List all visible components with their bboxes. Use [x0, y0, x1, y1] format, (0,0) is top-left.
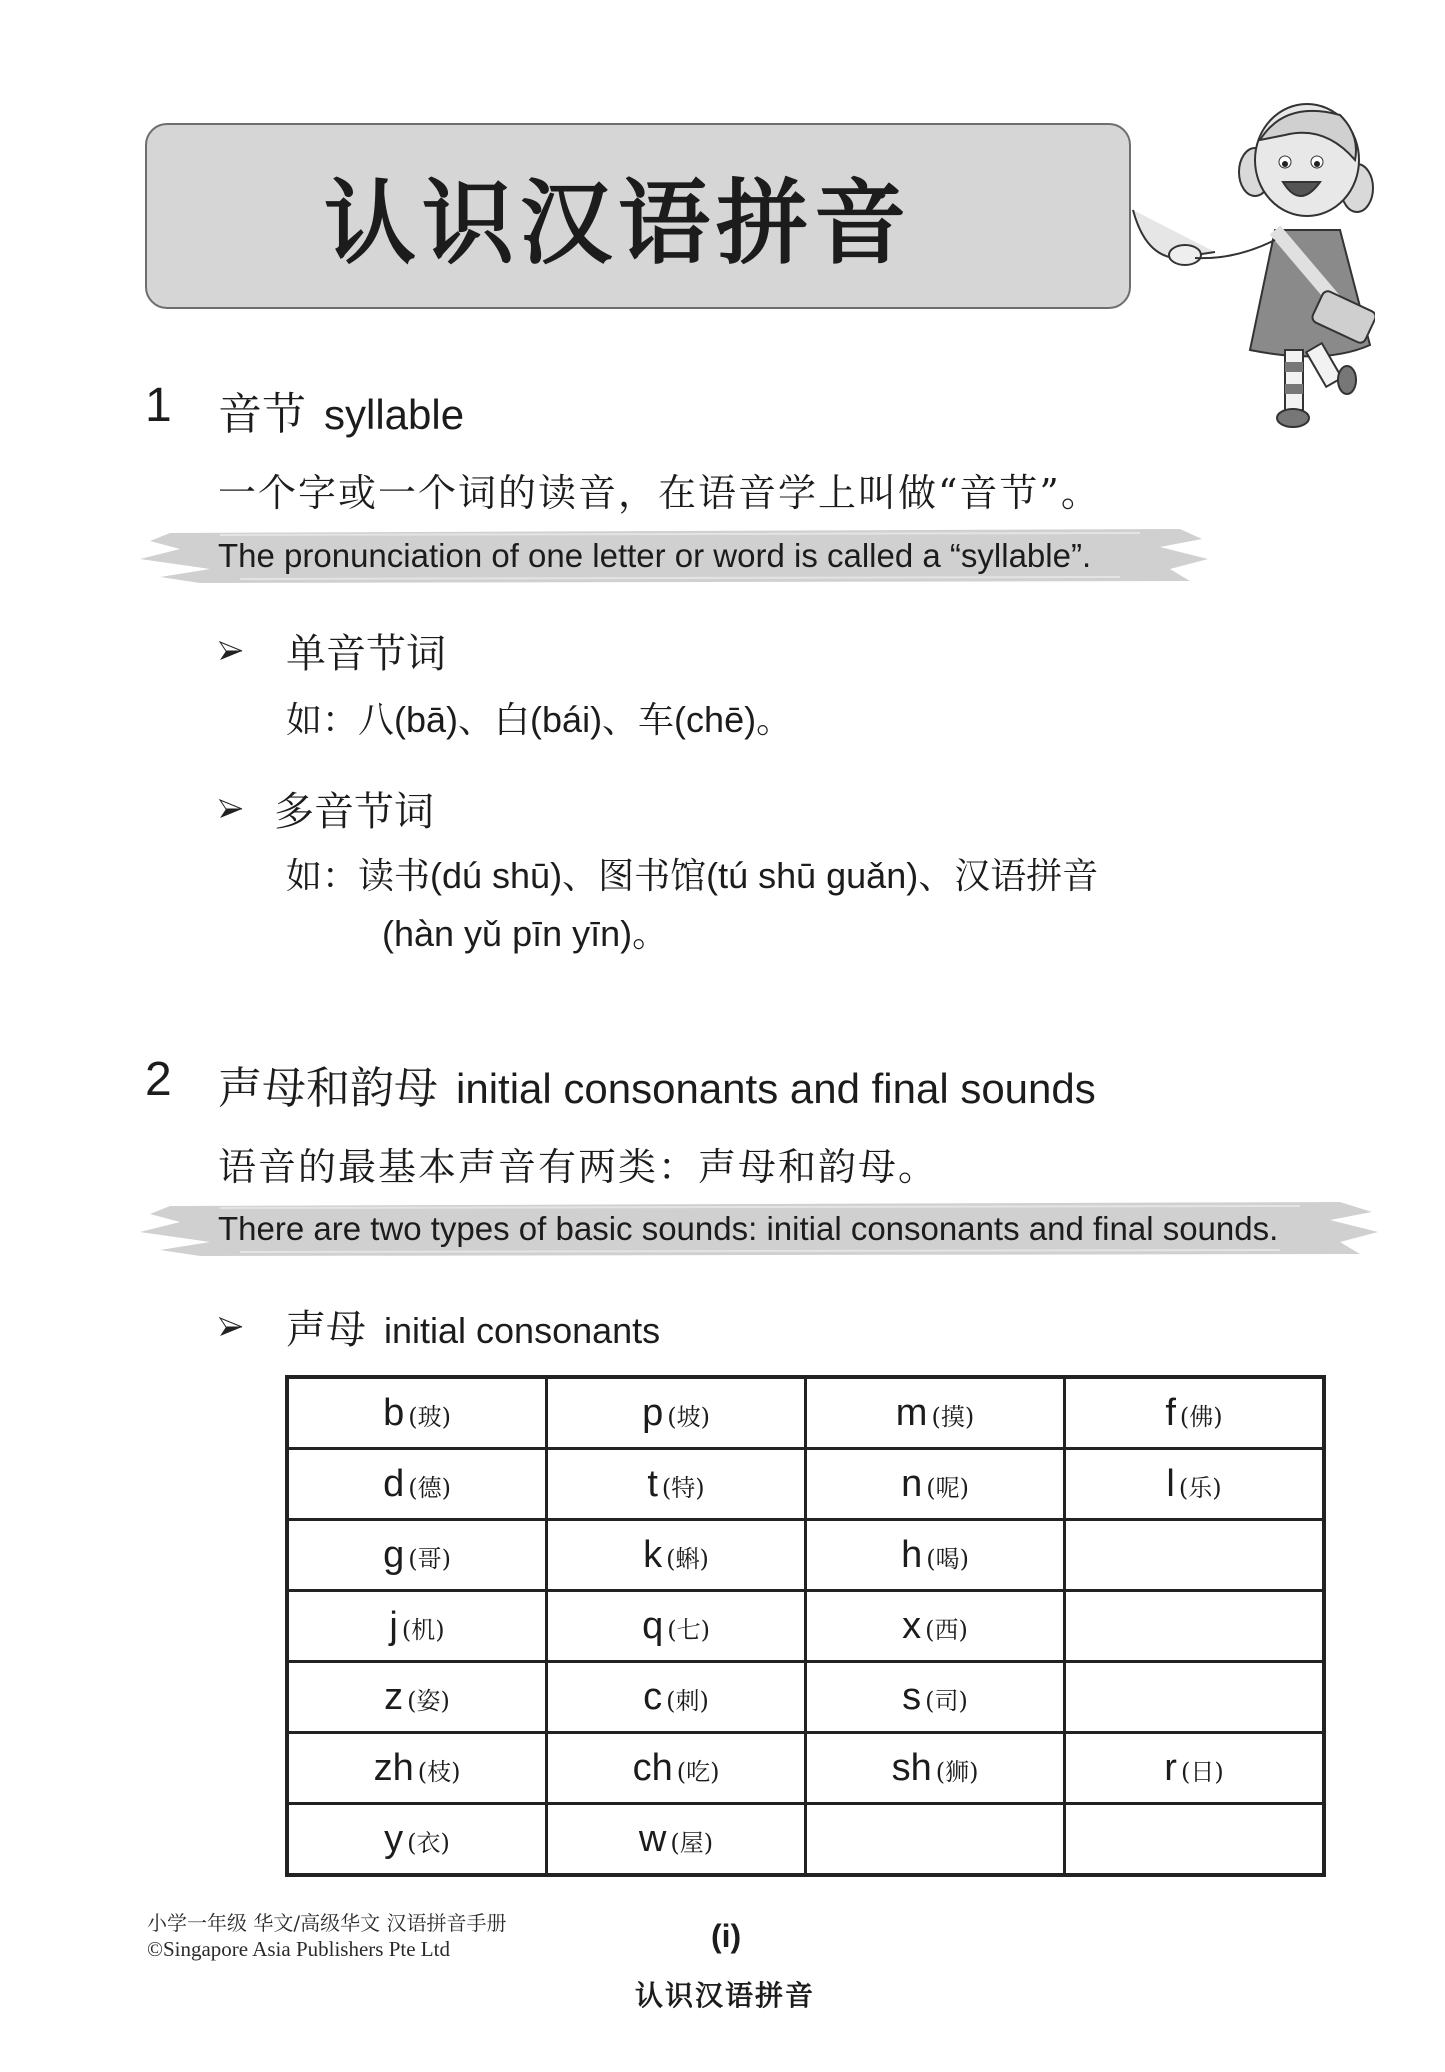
example-text: 八(bā)、白(bái)、车(chē)。 — [358, 699, 793, 740]
table-cell — [1065, 1449, 1325, 1520]
table-cell — [287, 1377, 547, 1449]
example-hanzi: (佛) — [1179, 1402, 1223, 1431]
title-box — [145, 123, 1131, 309]
section-2-body-en: There are two types of basic sounds: initial consonants and final sounds. — [218, 1210, 1279, 1247]
footer-copyright: ©Singapore Asia Publishers Pte Ltd — [147, 1937, 450, 1961]
table-cell — [806, 1662, 1065, 1733]
example-hanzi: (司) — [925, 1686, 968, 1715]
bullet-monosyllabic — [218, 622, 446, 679]
footer-chapter-title: 认识汉语拼音 — [635, 1979, 816, 2012]
initial-letter: d — [383, 1462, 405, 1505]
initial-letter: t — [647, 1462, 658, 1505]
example-prefix: 如： — [286, 856, 359, 897]
table-cell — [806, 1804, 1065, 1876]
initial-letter: m — [895, 1391, 928, 1434]
initial-letter: j — [389, 1604, 398, 1647]
section-2-body-cn: 语音的最基本声音有两类：声母和韵母。 — [218, 1145, 939, 1189]
table-cell — [547, 1662, 806, 1733]
initial-letter: l — [1166, 1462, 1175, 1505]
example-hanzi: (乐) — [1178, 1473, 1222, 1502]
bullet-initial-consonants — [218, 1298, 660, 1355]
initial-letter: c — [643, 1675, 663, 1718]
example-polysyllabic-line1 — [286, 848, 1098, 899]
table-cell — [547, 1804, 806, 1876]
table-cell — [287, 1591, 547, 1662]
example-hanzi: (哥) — [408, 1544, 451, 1573]
table-cell — [1065, 1733, 1325, 1804]
section-1-heading — [145, 378, 172, 433]
bullet-label — [286, 1298, 660, 1355]
initial-letter: p — [642, 1391, 664, 1434]
example-text: 读书(dú shū)、图书馆(tú shū guǎn)、汉语拼音 — [358, 855, 1099, 896]
bullet-label: 多音节词 — [274, 789, 434, 835]
initial-letter: f — [1165, 1391, 1176, 1434]
table-cell — [547, 1377, 806, 1449]
example-hanzi: (衣) — [407, 1828, 450, 1857]
table-cell — [287, 1520, 547, 1591]
table-cell — [287, 1449, 547, 1520]
bullet-polysyllabic — [218, 780, 434, 837]
example-text: (hàn yǔ pīn yīn)。 — [382, 913, 669, 954]
bullet-label-cn: 声母 — [286, 1307, 366, 1353]
example-hanzi: (枝) — [417, 1757, 461, 1786]
table-row — [287, 1520, 1324, 1591]
table-row — [287, 1804, 1324, 1876]
initial-letter: w — [638, 1817, 667, 1860]
table-row — [287, 1662, 1324, 1733]
arrowhead-bullet-icon — [218, 798, 244, 820]
arrowhead-bullet-icon — [218, 1316, 244, 1338]
arrowhead-bullet-icon — [218, 640, 244, 662]
example-hanzi: (七) — [667, 1615, 710, 1644]
initial-letter: q — [642, 1604, 664, 1647]
example-hanzi: (狮) — [935, 1757, 979, 1786]
example-hanzi: (喝) — [926, 1544, 969, 1573]
example-hanzi: (玻) — [408, 1402, 451, 1431]
section-title-en: syllable — [324, 391, 465, 438]
example-hanzi: (刺) — [666, 1686, 709, 1715]
girl-illustration — [1125, 80, 1375, 440]
initials-table — [285, 1375, 1326, 1877]
table-cell — [547, 1733, 806, 1804]
table-cell — [1065, 1662, 1325, 1733]
example-monosyllabic — [286, 692, 792, 743]
table-cell — [547, 1520, 806, 1591]
table-cell — [547, 1591, 806, 1662]
table-cell — [1065, 1591, 1325, 1662]
initial-letter: r — [1164, 1746, 1177, 1789]
table-row — [287, 1591, 1324, 1662]
table-cell — [806, 1591, 1065, 1662]
initial-letter: zh — [373, 1746, 414, 1789]
example-hanzi: (蝌) — [666, 1544, 709, 1573]
table-row — [287, 1377, 1324, 1449]
table-cell — [287, 1804, 547, 1876]
initial-letter: ch — [632, 1746, 673, 1789]
example-hanzi: (西) — [925, 1615, 968, 1644]
bullet-label-en: initial consonants — [384, 1310, 661, 1351]
brush-highlight — [140, 1198, 1380, 1258]
section-1-title — [218, 378, 464, 442]
section-1-body-cn: 一个字或一个词的读音，在语音学上叫做“音节”。 — [218, 471, 1101, 515]
footer-book-title: 小学一年级 华文/高级华文 汉语拼音手册 — [147, 1911, 507, 1935]
table-cell — [806, 1377, 1065, 1449]
section-title-cn: 音节 — [218, 389, 306, 440]
example-hanzi: (呢) — [926, 1473, 969, 1502]
example-prefix: 如： — [286, 700, 359, 741]
initial-letter: x — [902, 1604, 922, 1647]
initial-letter: sh — [891, 1746, 932, 1789]
table-cell — [806, 1449, 1065, 1520]
section-1-body-en: The pronunciation of one letter or word is called a “syllable”. — [218, 537, 1092, 574]
initial-letter: b — [383, 1391, 405, 1434]
bullet-label: 单音节词 — [286, 631, 446, 677]
initial-letter: s — [902, 1675, 922, 1718]
initial-letter: g — [383, 1533, 405, 1576]
section-number: 2 — [145, 1053, 172, 1106]
table-cell — [806, 1733, 1065, 1804]
initial-letter: n — [901, 1462, 923, 1505]
example-hanzi: (特) — [661, 1473, 705, 1502]
example-hanzi: (屋) — [670, 1828, 714, 1857]
table-cell — [1065, 1804, 1325, 1876]
table-cell — [1065, 1520, 1325, 1591]
example-polysyllabic-line2 — [382, 906, 668, 957]
table-cell — [1065, 1377, 1325, 1449]
initial-letter: h — [901, 1533, 923, 1576]
table-cell — [287, 1662, 547, 1733]
section-number: 1 — [145, 379, 172, 432]
table-row — [287, 1733, 1324, 1804]
section-2-title — [218, 1052, 1096, 1116]
section-2-heading — [145, 1052, 172, 1107]
example-hanzi: (摸) — [931, 1402, 975, 1431]
example-hanzi: (坡) — [667, 1402, 710, 1431]
table-row — [287, 1449, 1324, 1520]
table-cell — [806, 1520, 1065, 1591]
example-hanzi: (机) — [401, 1615, 445, 1644]
initial-letter: y — [384, 1817, 404, 1860]
section-title-en: initial consonants and final sounds — [456, 1065, 1096, 1112]
example-hanzi: (姿) — [407, 1686, 450, 1715]
table-cell — [547, 1449, 806, 1520]
brush-highlight — [140, 525, 1210, 585]
example-hanzi: (日) — [1180, 1757, 1224, 1786]
initial-letter: z — [384, 1675, 404, 1718]
table-cell — [287, 1733, 547, 1804]
example-hanzi: (德) — [408, 1473, 451, 1502]
section-title-cn: 声母和韵母 — [218, 1063, 438, 1114]
example-hanzi: (吃) — [676, 1757, 720, 1786]
page-title: 认识汉语拼音 — [323, 170, 912, 277]
initial-letter: k — [643, 1533, 663, 1576]
page-number: (i) — [711, 1918, 742, 1954]
